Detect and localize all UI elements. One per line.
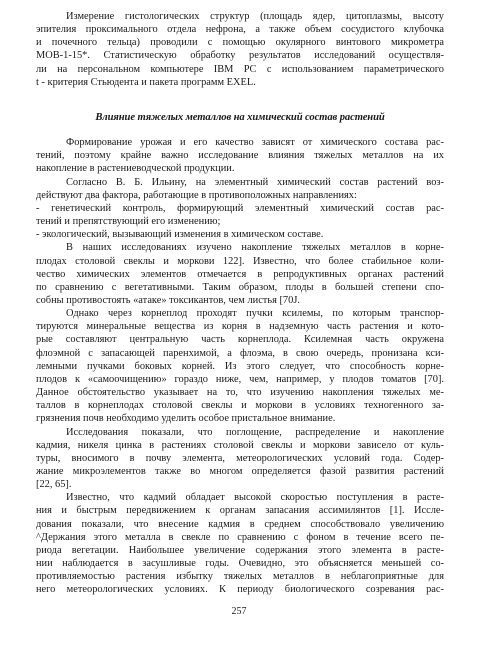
- text-line: туры, вносимого в почву элемента, метеорологических условий года. Содер-: [36, 452, 444, 464]
- text-line: жание микроэлементов также во многом определяется фазой развития растений: [36, 466, 444, 477]
- text-line: тений, поэтому крайне важно исследование влияния тяжелых металлов на их: [36, 150, 444, 162]
- text-line: риода вегетации. Наибольшее увеличение содержания этого элемента в расте-: [36, 544, 444, 556]
- text-line: t - критерия Стьюдента и пакета программ EXEL.: [36, 76, 256, 88]
- intro-paragraph: [36, 10, 444, 89]
- paragraph-ilyin: [36, 176, 444, 242]
- text-line: Измерение гистологических структур (площадь ядер, цитоплазмы, высоту: [66, 11, 444, 22]
- text-line: ния и быстрым передвижением к органам запасания ассимилянтов [1]. Иссле-: [36, 505, 444, 517]
- text-line: Известно, что кадмий обладает высокой скоростью поступления в расте-: [66, 492, 444, 504]
- text-line: лемными пучками боковых корней. Из этого следует, что способность корне-: [36, 360, 444, 372]
- text-line: действуют два фактора, работающие в противоположных направлениях:: [36, 189, 357, 201]
- text-line: тируются минеральные вещества из корня в надземную часть растения и кото-: [36, 321, 444, 333]
- text-line: ^Держания этого металла в свекле по сравнению с фоном в течение всего пе-: [36, 531, 444, 543]
- text-line: флоэмной с запасающей паренхимой, а флоэма, в свою очередь, пронизана кси-: [36, 347, 444, 359]
- paragraph-formation: [36, 136, 444, 175]
- section-heading: Влияние тяжелых металлов на химический состав растений: [95, 111, 385, 123]
- list-item: - генетический контроль, формирующий элементный химический состав рас-: [36, 202, 444, 214]
- text-line: Согласно В. Б. Ильину, на элементный химический состав растений воз-: [66, 176, 444, 188]
- text-line: рые составляют центральную часть корнеплода. Ксилемная часть окружена: [36, 334, 444, 346]
- text-line: эпителия проксимального отдела нефрона, а также объем сосудистого клубочка: [36, 24, 444, 36]
- text-line: дования показали, что внесение кадмия в среднем способствовало увеличению: [36, 518, 444, 530]
- text-line: и почечного тельца) проводили с помощью окулярного винтового микрометра: [36, 37, 444, 49]
- paragraph-cadmium: [36, 491, 444, 596]
- text-line: собны противостоять «атаке» токсикантов, чем листья [70J.: [36, 294, 300, 306]
- text-line: Однако через корнеплод проходят пучки ксилемы, по которым транспор-: [66, 308, 444, 320]
- text-line: грязнения почв необходимо уделить особое пристальное внимание.: [36, 413, 336, 425]
- text-line: [22, 65].: [36, 479, 72, 491]
- text-line: накопление в растениеводческой продукции.: [36, 163, 235, 175]
- text-line: Формирование урожая и его качество зависят от химического состава рас-: [66, 137, 444, 149]
- text-line: плодов к «самоочищению» гораздо ниже, чем, например, у плодов томатов [70].: [36, 373, 444, 385]
- paragraph-studies: [36, 241, 444, 307]
- text-line: тений и препятствующий его изменению;: [36, 216, 221, 228]
- text-line: по сравнению с вегетативными. Таким образом, плоды в большей степени спо-: [36, 281, 444, 293]
- text-line: В наших исследованиях изучено накопление тяжелых металлов в корне-: [66, 242, 444, 254]
- paragraph-xylem: [36, 307, 444, 425]
- list-item: - экологический, вызывающий изменения в химическом составе.: [36, 229, 324, 241]
- text-line: Исследования показали, что поглощение, распределение и накопление: [66, 426, 444, 438]
- text-line: ли на персональном компьютере IBM PC с использованием параметрического: [36, 63, 444, 75]
- paragraph-research-results: [36, 426, 444, 492]
- text-line: таллов в корнеплодах столовой свеклы и моркови в условиях техногенного за-: [36, 400, 444, 412]
- text-line: кадмия, никеля цинка в растениях столовой свеклы и моркови зависело от куль-: [36, 439, 444, 451]
- text-line: Данное обстоятельство указывает на то, что изучению накопления тяжелых ме-: [36, 387, 444, 399]
- text-line: чество химических элементов отмечается в репродуктивных органах растений: [36, 268, 444, 280]
- text-line: него метеорологических условиях. К периоду биологического созревания рас-: [36, 584, 444, 596]
- page-number: 257: [231, 606, 247, 617]
- text-line: плодах столовой свеклы и моркови 122]. Известно, что более стабильное коли-: [36, 255, 444, 267]
- text-line: МОВ-1-15*. Статистическую обработку результатов исследований осуществля-: [36, 50, 444, 62]
- document-page: [36, 10, 444, 597]
- text-line: противляемостью растения избытку тяжелых металлов в неблагоприятные для: [36, 571, 444, 583]
- text-line: нии наблюдается в засушливые годы. Очевидно, это объясняется меньшей со-: [36, 558, 444, 570]
